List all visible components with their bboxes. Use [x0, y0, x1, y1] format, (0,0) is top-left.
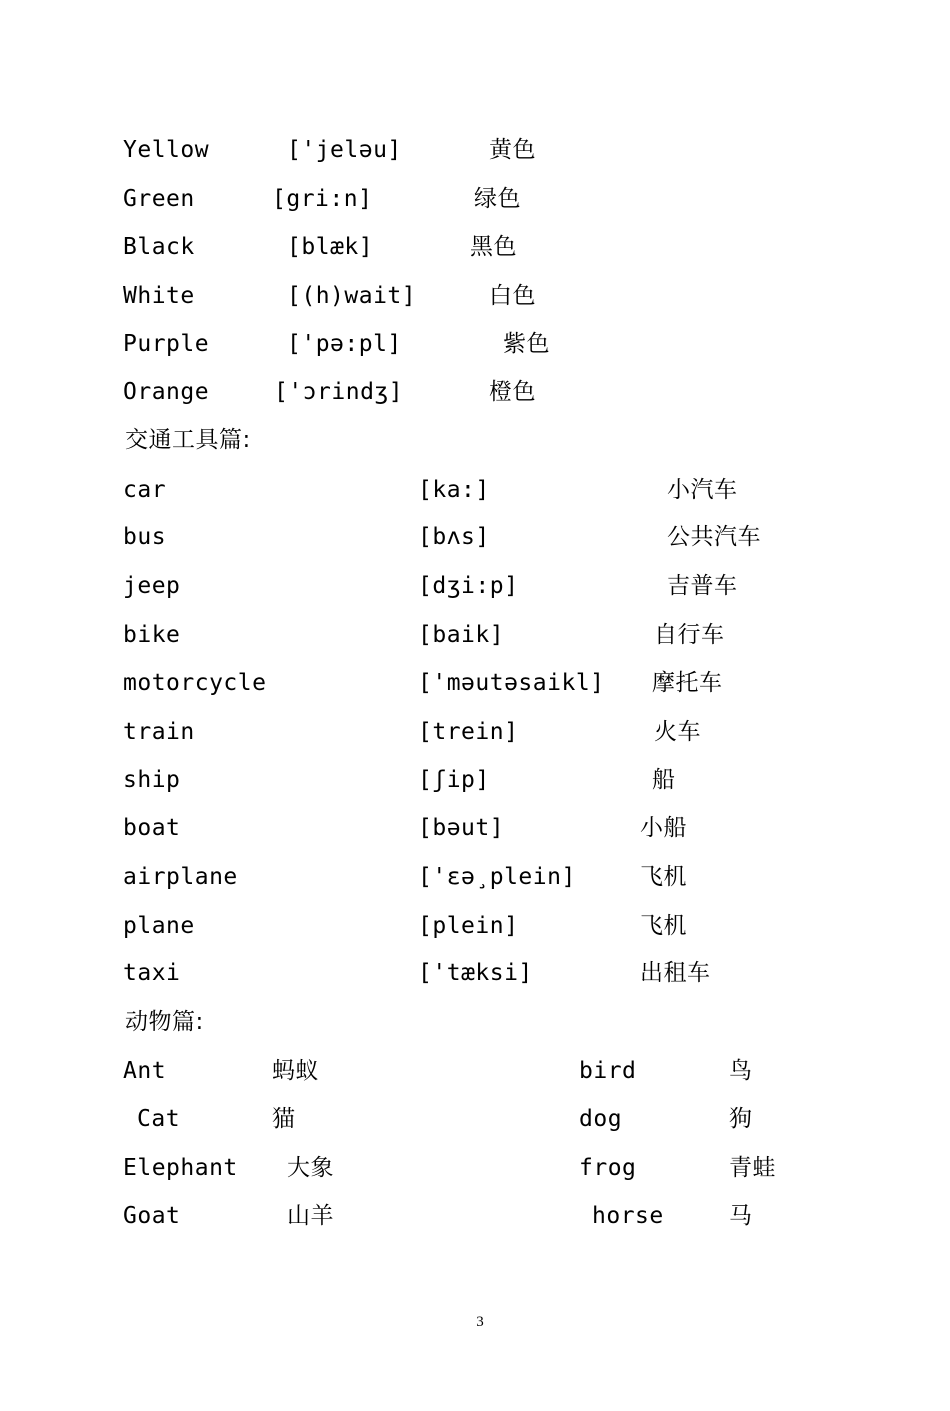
- transport-meaning: 小汽车: [667, 477, 738, 503]
- color-meaning: 黑色: [470, 234, 517, 260]
- animal-word: Ant: [123, 1058, 167, 1084]
- color-phonetic: [gri:n]: [272, 186, 373, 212]
- color-phonetic: [blæk]: [287, 234, 374, 260]
- transport-word: plane: [123, 913, 195, 939]
- transport-word: jeep: [123, 573, 181, 599]
- transport-meaning: 小船: [640, 815, 687, 841]
- transport-phonetic: [ka:]: [418, 477, 490, 503]
- transport-word: motorcycle: [123, 670, 267, 696]
- transport-phonetic: [plein]: [418, 913, 519, 939]
- transport-word: car: [123, 477, 167, 503]
- color-meaning: 黄色: [489, 137, 536, 163]
- color-word: Orange: [123, 379, 210, 405]
- animal-word: Elephant: [123, 1155, 238, 1181]
- color-meaning: 紫色: [503, 331, 550, 357]
- color-word: White: [123, 283, 195, 309]
- transport-meaning: 吉普车: [667, 573, 738, 599]
- animal-meaning: 青蛙: [729, 1155, 776, 1181]
- page-number: 3: [476, 1314, 484, 1330]
- section-heading-animals: 动物篇:: [125, 1009, 204, 1035]
- color-meaning: 橙色: [489, 379, 536, 405]
- transport-phonetic: [bəut]: [418, 815, 505, 841]
- color-word: Black: [123, 234, 195, 260]
- color-word: Yellow: [123, 137, 210, 163]
- transport-meaning: 飞机: [640, 913, 687, 939]
- animal-word: frog: [579, 1155, 637, 1181]
- animal-meaning: 狗: [729, 1106, 753, 1132]
- transport-phonetic: [dʒi:p]: [418, 573, 519, 599]
- animal-meaning: 马: [729, 1203, 753, 1229]
- transport-word: ship: [123, 767, 181, 793]
- color-phonetic: [(h)wait]: [287, 283, 417, 309]
- animal-meaning: 鸟: [729, 1058, 753, 1084]
- transport-meaning: 自行车: [654, 622, 725, 648]
- transport-word: bus: [123, 524, 167, 550]
- transport-meaning: 飞机: [640, 864, 687, 890]
- animal-meaning: 大象: [287, 1155, 334, 1181]
- animal-word: Cat: [137, 1106, 181, 1132]
- transport-word: taxi: [123, 960, 181, 986]
- color-phonetic: ['jeləu]: [287, 137, 402, 163]
- transport-phonetic: [ʃip]: [418, 767, 490, 793]
- color-word: Green: [123, 186, 195, 212]
- animal-word: Goat: [123, 1203, 181, 1229]
- transport-meaning: 摩托车: [652, 670, 723, 696]
- transport-phonetic: [bʌs]: [418, 524, 490, 550]
- transport-phonetic: [trein]: [418, 719, 519, 745]
- color-phonetic: ['ɔrindʒ]: [274, 379, 404, 405]
- animal-word: bird: [579, 1058, 637, 1084]
- animal-word: horse: [592, 1203, 664, 1229]
- animal-meaning: 山羊: [287, 1203, 334, 1229]
- color-word: Purple: [123, 331, 210, 357]
- animal-word: dog: [579, 1106, 623, 1132]
- transport-meaning: 船: [652, 767, 676, 793]
- transport-phonetic: ['εə¸plein]: [418, 864, 576, 890]
- transport-word: bike: [123, 622, 181, 648]
- transport-meaning: 出租车: [640, 960, 711, 986]
- transport-word: boat: [123, 815, 181, 841]
- section-heading-transport: 交通工具篇:: [125, 427, 251, 453]
- color-phonetic: ['pə:pl]: [287, 331, 402, 357]
- transport-meaning: 火车: [654, 719, 701, 745]
- transport-phonetic: ['məutəsaikl]: [418, 670, 605, 696]
- animal-meaning: 蚂蚁: [272, 1058, 319, 1084]
- transport-word: train: [123, 719, 195, 745]
- transport-phonetic: ['tæksi]: [418, 960, 533, 986]
- transport-meaning: 公共汽车: [667, 524, 761, 550]
- animal-meaning: 猫: [272, 1106, 296, 1132]
- transport-word: airplane: [123, 864, 238, 890]
- color-meaning: 绿色: [474, 186, 521, 212]
- color-meaning: 白色: [489, 283, 536, 309]
- transport-phonetic: [baik]: [418, 622, 505, 648]
